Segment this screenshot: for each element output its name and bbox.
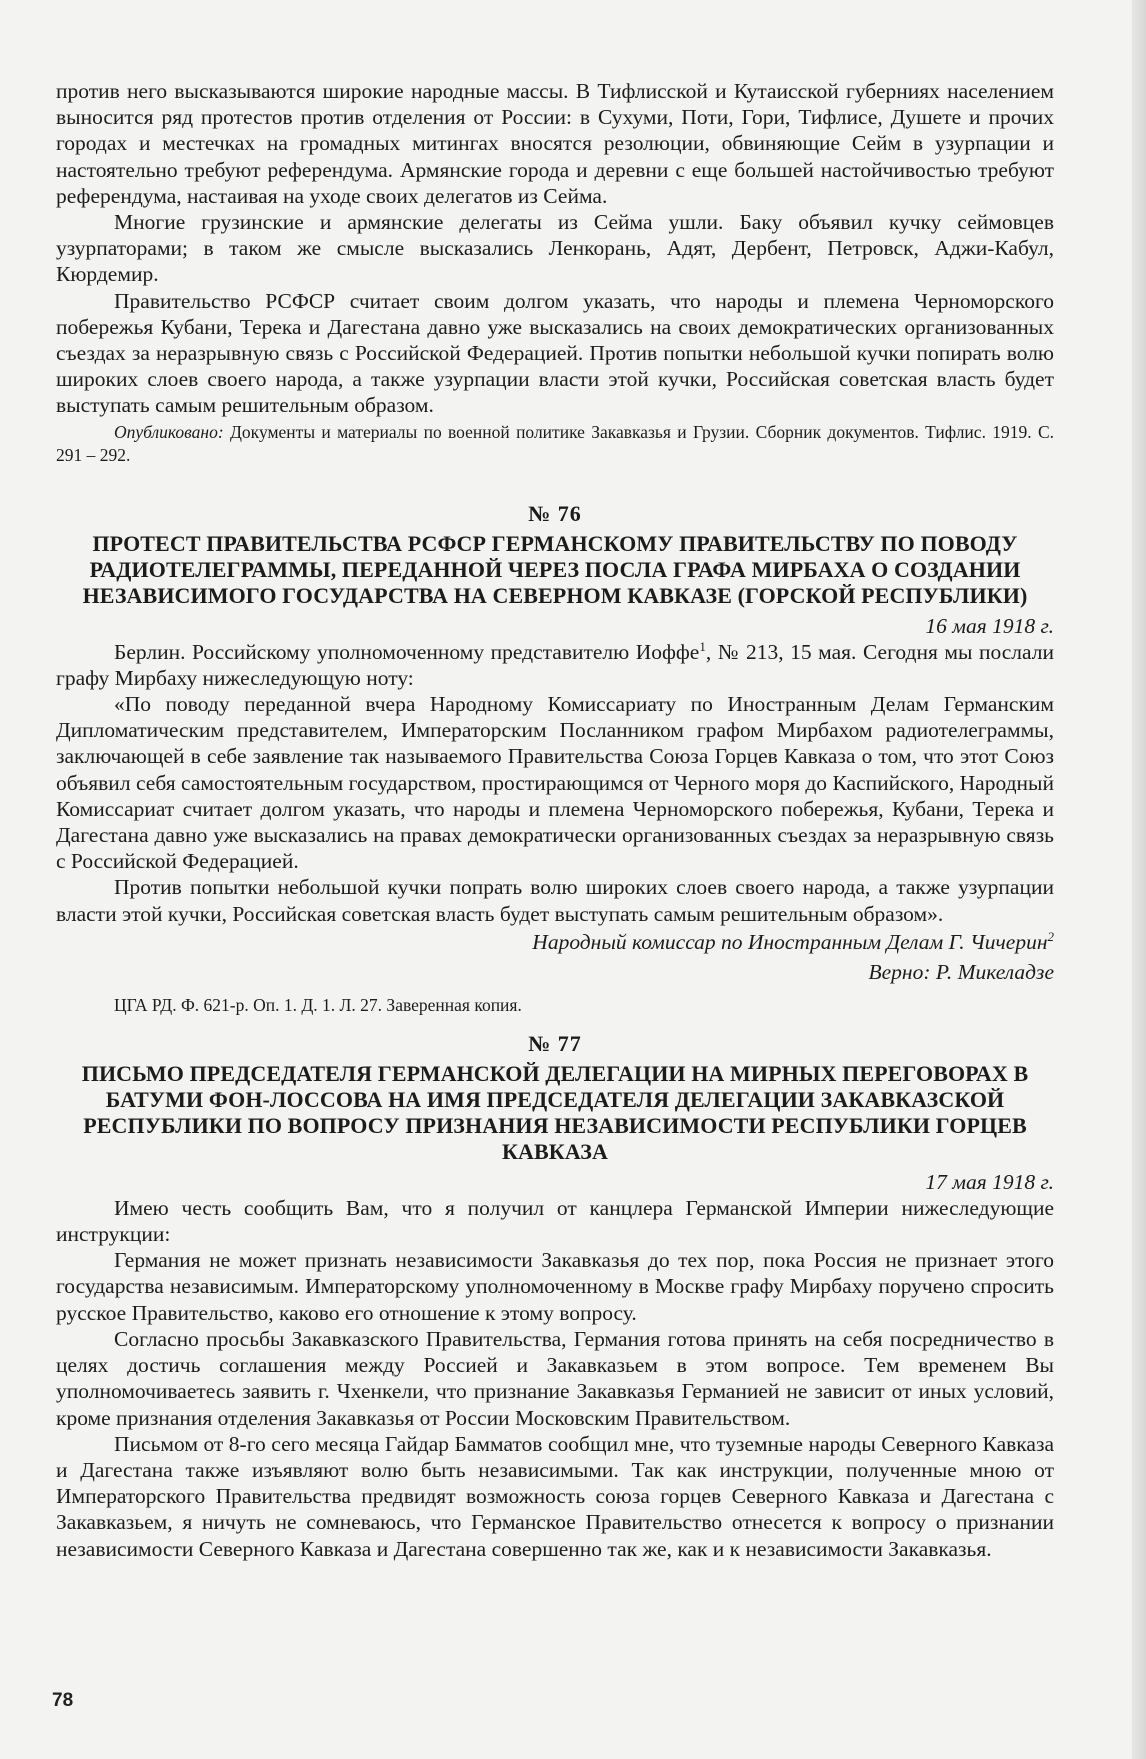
signature — [56, 927, 1054, 957]
document-number: № 76 — [528, 500, 582, 526]
footnote-marker: 2 — [1047, 928, 1054, 944]
body-paragraph: Германия не может признать независимости Закавказья до тех пор, пока Россия не признает этого государства независимым. Императорскому уполномоченному в Москве графу Мирбаху поручено спросить русское Правительство, каково его отношение к этому вопросу. — [56, 1248, 1054, 1325]
body-paragraph: Против попытки небольшой кучки попрать волю широких слоев своего народа, а также узурпации власти этой кучки, Российская советская власть будет выступать самым решительным образом». — [56, 875, 1054, 926]
text-fragment: Берлин. Российскому уполномоченному представителю Иоффе — [114, 639, 700, 664]
page-number: 78 — [52, 1690, 74, 1711]
body-paragraph: «По поводу переданной вчера Народному Комиссариату по Иностранным Делам Германским Дипломатическим представителем, Императорским Посланником графом Мирбахом радиотелеграммы, заключающей в себе заявление так называемого Правительства Союза Горцев Кавказа о том, что этот Союз объявил себя самостоятельным государством, простирающимся от Черного моря до Каспийского, Народный Комиссариат считает долгом указать, что народы и племена Черноморского побережья, Кубани, Терека и Дагестана давно уже высказались на правах демократически организованных съездах за неразрывную связь с Российской Федерацией. — [56, 692, 1054, 874]
scan-edge-shadow — [1132, 0, 1146, 1759]
document-date: 16 мая 1918 г. — [925, 613, 1054, 638]
body-paragraph — [56, 639, 1054, 691]
publication-source — [56, 421, 1054, 467]
document-title: ПРОТЕСТ ПРАВИТЕЛЬСТВА РСФСР ГЕРМАНСКОМУ ПРАВИТЕЛЬСТВУ ПО ПОВОДУ РАДИОТЕЛЕГРАММЫ, ПЕРЕДАННОЙ ЧЕРЕЗ ПОСЛА ГРАФА МИРБАХА О СОЗДАНИИ НЕЗАВИСИМОГО ГОСУДАРСТВА НА СЕВЕРНОМ КАВКАЗЕ (ГОРСКОЙ РЕСПУБЛИКИ) — [82, 530, 1028, 608]
body-paragraph: Согласно просьбы Закавказского Правительства, Германия готова принять на себя посредничество в целях достичь соглашения между Россией и Закавказьем в этом вопросе. Тем временем Вы уполномочиваетесь заявить г. Чхенкели, что признание Закавказья Германией не зависит от иных условий, кроме признания отделения Закавказья от России Московским Правительством. — [56, 1326, 1054, 1430]
body-paragraph: Имею честь сообщить Вам, что я получил от канцлера Германской Империи нижеследующие инструкции: — [56, 1195, 1054, 1247]
verified-by: Верно: Р. Микеладзе — [868, 959, 1054, 984]
body-paragraph: Письмом от 8-го сего месяца Гайдар Бамматов сообщил мне, что туземные народы Северного Кавказа и Дагестана также изъявляют волю быть независимыми. Так как инструкции, полученные мною от Императорского Правительства предвидят возможность союза горцев Северного Кавказа и Дагестана с Закавказьем, я ничуть не сомневаюсь, что Германское Правительство отнесется к вопросу о признании независимости Северного Кавказа и Дагестана совершенно так же, как и к независимости Закавказья. — [56, 1431, 1054, 1561]
source-text: Документы и материалы по военной политике Закавказья и Грузии. Сборник документов. Тифлис. 1919. С. 291 – 292. — [56, 421, 1054, 465]
intro-paragraph: Многие грузинские и армянские делегаты из Сейма ушли. Баку объявил кучку сеймовцев узурпаторами; в таком же смысле высказались Ленкорань, Адят, Дербент, Петровск, Аджи-Кабул, Кюрдемир. — [56, 210, 1054, 287]
document-number: № 77 — [528, 1030, 582, 1056]
document-date: 17 мая 1918 г. — [925, 1169, 1054, 1194]
source-label: Опубликовано: — [114, 421, 224, 442]
text-fragment: , № 213, 15 мая. Сегодня мы послали графу Мирбаху нижеследующую ноту: — [56, 639, 1054, 690]
intro-paragraph: против него высказываются широкие народные массы. В Тифлисской и Кутаисской губерниях населением выносится ряд протестов против отделения от России: в Сухуми, Поти, Гори, Тифлисе, Душете и прочих городах и местечках на громадных митингах вносятся резолюции, обвиняющие Сейм в узурпации и настоятельно требуют референдума. Армянские города и деревни с еще большей настойчивостью требуют референдума, настаивая на уходе своих делегатов из Сейма. — [56, 79, 1054, 208]
document-title: ПИСЬМО ПРЕДСЕДАТЕЛЯ ГЕРМАНСКОЙ ДЕЛЕГАЦИИ НА МИРНЫХ ПЕРЕГОВОРАХ В БАТУМИ ФОН-ЛОССОВА НА ИМЯ ПРЕДСЕДАТЕЛЯ ДЕЛЕГАЦИИ ЗАКАВКАЗСКОЙ РЕСПУБЛИКИ ПО ВОПРОСУ ПРИЗНАНИЯ НЕЗАВИСИМОСТИ РЕСПУБЛИКИ ГОРЦЕВ КАВКАЗА — [81, 1060, 1029, 1164]
signature-text: Народный комиссар по Иностранным Делам Г. Чичерин — [532, 929, 1048, 954]
intro-paragraph: Правительство РСФСР считает своим долгом указать, что народы и племена Черноморского побережья Кубани, Терека и Дагестана давно уже высказались на своих демократических организованных съездах за неразрывную связь с Российской Федерацией. Против попытки небольшой кучки попирать волю широких слоев своего народа, а также узурпации власти этой кучки, Российская советская власть будет выступать самым решительным образом. — [56, 288, 1054, 418]
archive-reference: ЦГА РД. Ф. 621-р. Оп. 1. Д. 1. Л. 27. Заверенная копия. — [114, 994, 522, 1015]
footnote-marker: 1 — [699, 638, 706, 654]
